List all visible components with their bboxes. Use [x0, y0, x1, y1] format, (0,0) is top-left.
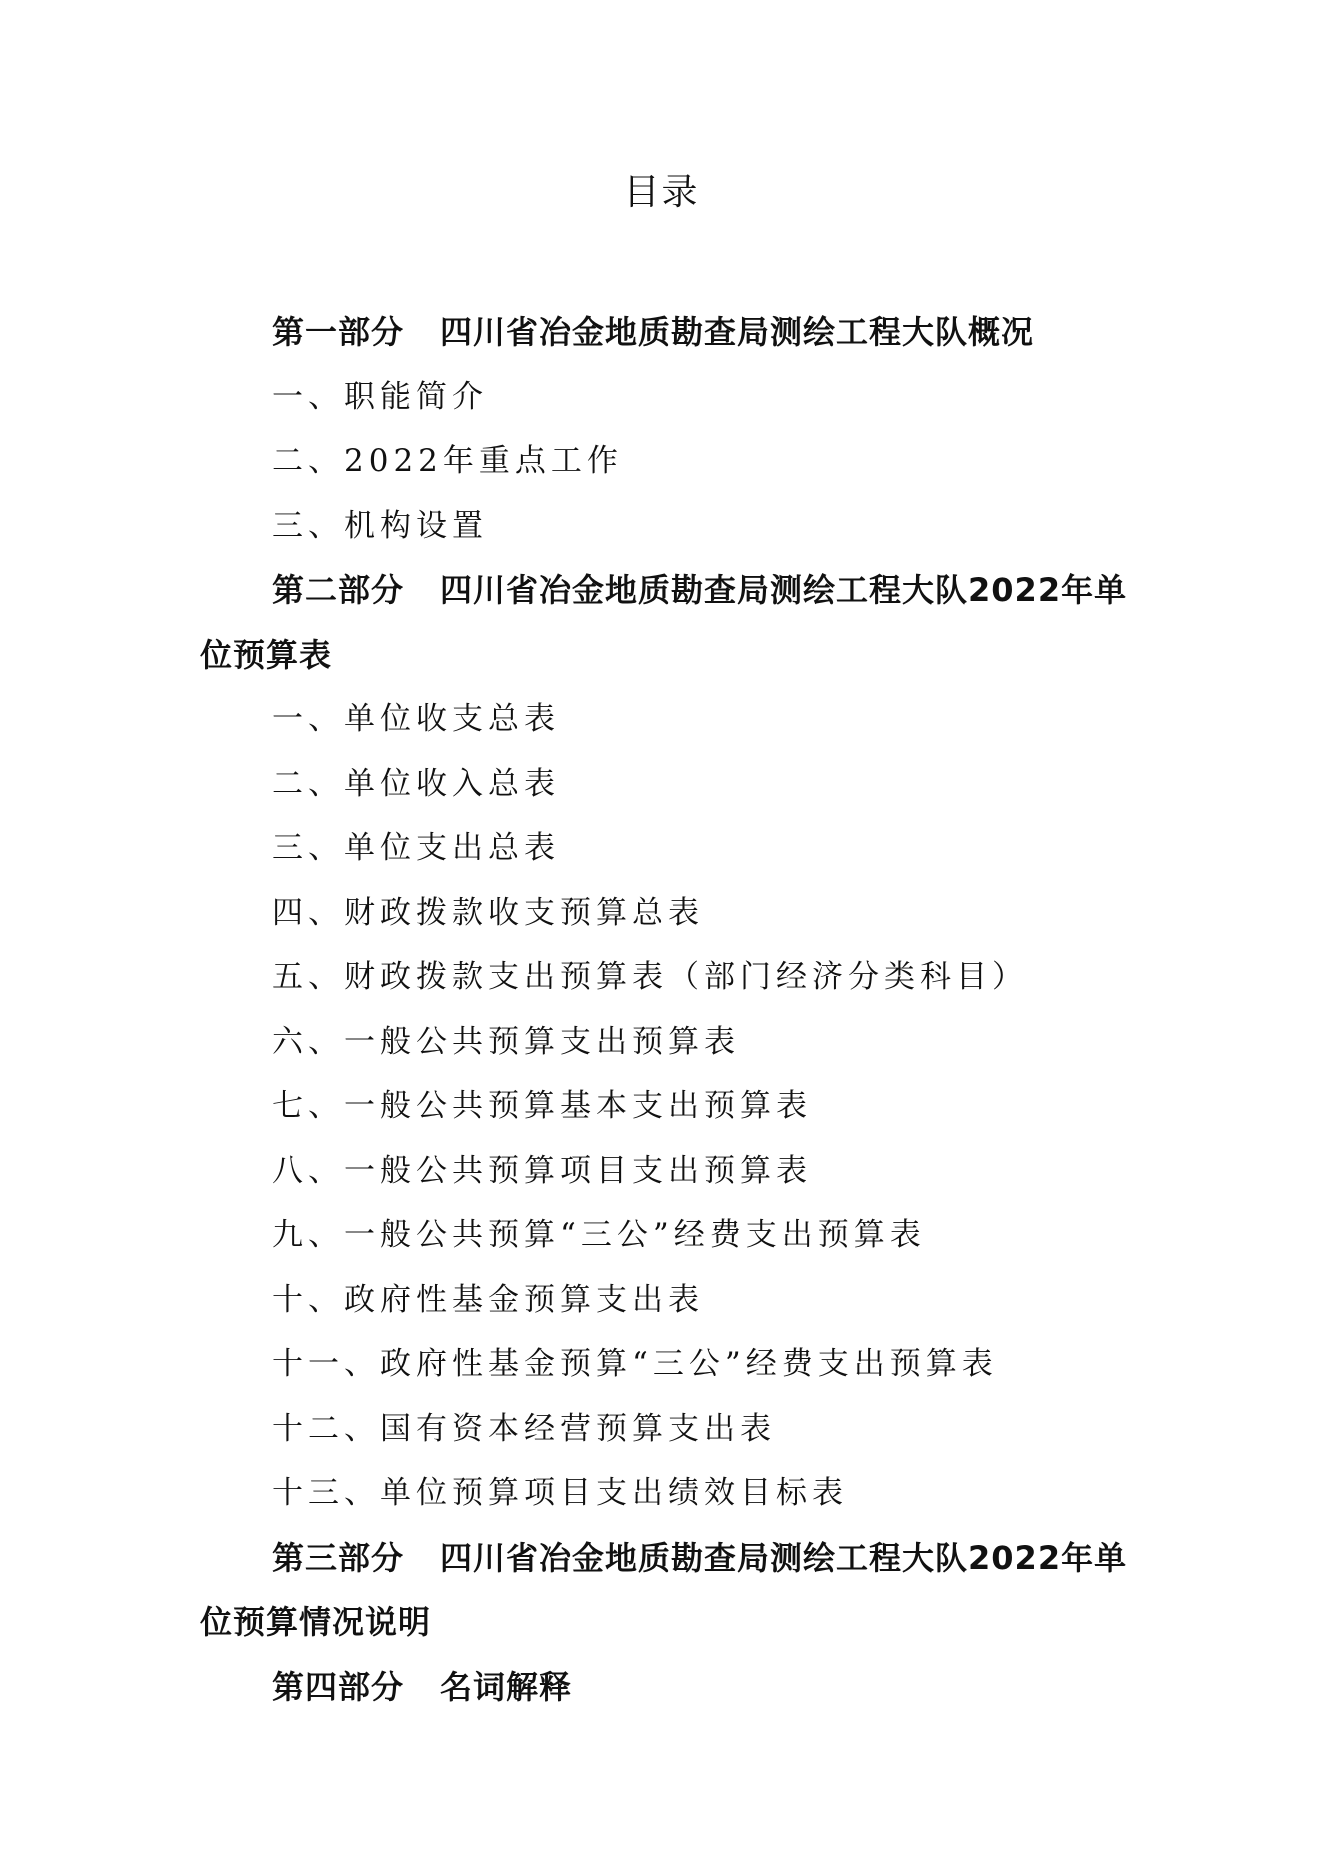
toc-item: 十三、单位预算项目支出绩效目标表	[272, 1475, 848, 1511]
page-title: 目录	[623, 172, 700, 213]
toc-item: 二、2022年重点工作	[272, 443, 623, 479]
toc-item: 十二、国有资本经营预算支出表	[272, 1410, 776, 1447]
toc-item: 十一、政府性基金预算“三公”经费支出预算表	[272, 1346, 998, 1382]
part-title: 四川省冶金地质勘查局测绘工程大队概况	[440, 313, 1035, 351]
toc-item: 九、一般公共预算“三公”经费支出预算表	[272, 1217, 926, 1253]
part-label: 第二部分	[272, 571, 405, 609]
toc-item: 一、职能简介	[272, 378, 488, 415]
toc-item: 二、单位收入总表	[272, 765, 560, 802]
toc-part-3	[200, 1526, 1140, 1655]
toc-part-2	[200, 558, 1140, 687]
toc-item: 五、财政拨款支出预算表（部门经济分类科目）	[272, 959, 1028, 995]
toc-item: 七、一般公共预算基本支出预算表	[272, 1088, 812, 1124]
part-title: 四川省冶金地质勘查局测绘工程大队2022年单位预算情况说明	[200, 1538, 1128, 1641]
part-label: 第一部分	[272, 313, 405, 351]
part-title: 四川省冶金地质勘查局测绘工程大队2022年单位预算表	[200, 571, 1128, 674]
toc-part-1	[200, 300, 1140, 365]
part-title: 名词解释	[440, 1667, 573, 1706]
toc-item: 六、一般公共预算支出预算表	[272, 1023, 740, 1060]
toc-item: 三、机构设置	[272, 507, 488, 544]
part-label: 第四部分	[272, 1667, 405, 1706]
toc-item: 四、财政拨款收支预算总表	[272, 894, 704, 931]
toc-item: 八、一般公共预算项目支出预算表	[272, 1152, 812, 1189]
toc-item: 十、政府性基金预算支出表	[272, 1281, 704, 1318]
toc-item: 一、单位收支总表	[272, 701, 560, 737]
table-of-contents	[200, 300, 1140, 1719]
part-label: 第三部分	[272, 1538, 405, 1577]
toc-part-4	[200, 1655, 1140, 1720]
toc-item: 三、单位支出总表	[272, 830, 560, 866]
